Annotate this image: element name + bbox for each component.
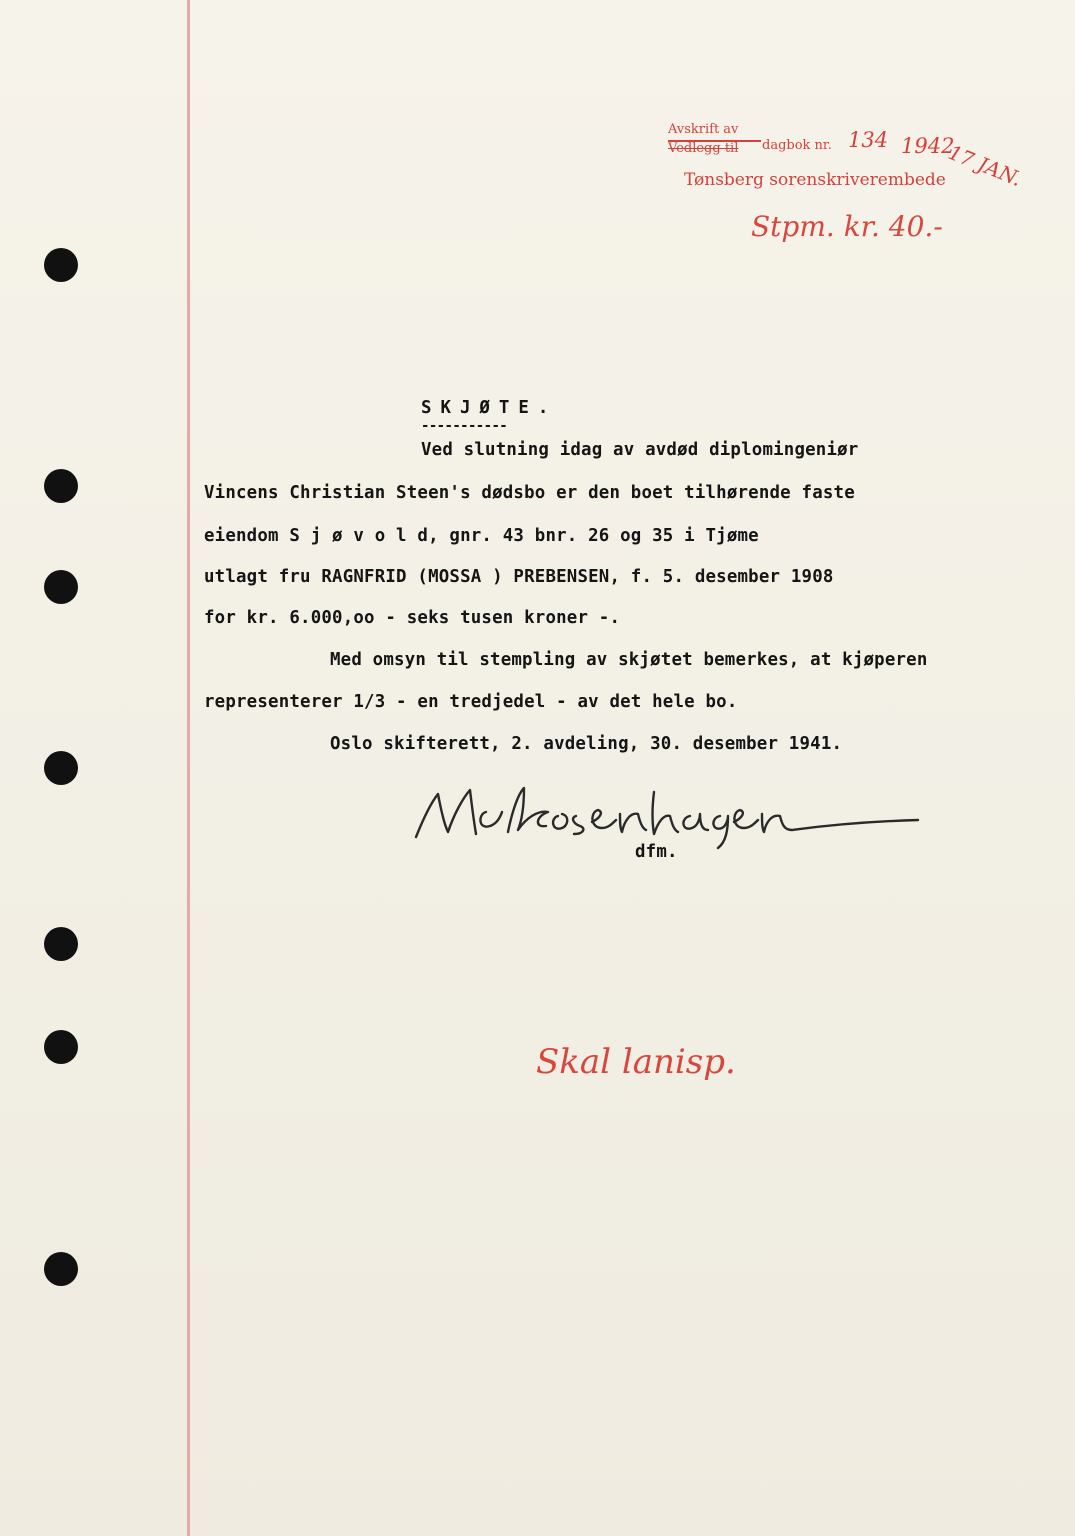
punch-hole — [44, 1252, 78, 1286]
signer-title: dfm. — [635, 842, 678, 862]
punch-hole — [44, 469, 78, 503]
punch-hole — [44, 1030, 78, 1064]
body-line: Med omsyn til stempling av skjøtet bemerkes, at kjøperen — [330, 650, 928, 670]
stamp-vedlegg: Vedlegg til — [668, 141, 739, 156]
body-line: representerer 1/3 - en tredjedel - av det hele bo. — [204, 692, 738, 712]
title-underline: ----------- — [421, 418, 508, 434]
stamp-year: 1942 — [901, 134, 955, 158]
handwritten-note: Skal lanisp. — [536, 1042, 736, 1082]
punch-hole — [44, 751, 78, 785]
punch-hole — [44, 248, 78, 282]
body-line: for kr. 6.000,oo - seks tusen kroner -. — [204, 608, 621, 628]
red-margin-line — [187, 0, 190, 1536]
document-title: SKJØTE. — [421, 398, 558, 418]
body-line: utlagt fru RAGNFRID (MOSSA ) PREBENSEN, f. 5. desember 1908 — [204, 567, 834, 587]
stamp-date: 17 JAN. — [945, 140, 1026, 192]
punch-hole — [44, 570, 78, 604]
body-line: eiendom S j ø v o l d, gnr. 43 bnr. 26 og 35 i Tjøme — [204, 526, 759, 546]
body-line: Vincens Christian Steen's dødsbo er den boet tilhørende faste — [204, 483, 855, 503]
stamp-fee: Stpm. kr. 40.- — [751, 210, 943, 243]
punch-hole — [44, 927, 78, 961]
body-line: Oslo skifterett, 2. avdeling, 30. desember 1941. — [330, 734, 843, 754]
stamp-office: Tønsberg sorenskriverembede — [684, 170, 946, 190]
stamp-dagbok: dagbok nr. — [762, 138, 832, 153]
body-line: Ved slutning idag av avdød diplomingeniør — [421, 440, 859, 460]
stamp-avskrift: Avskrift av — [668, 122, 739, 137]
stamp-number: 134 — [848, 128, 889, 152]
